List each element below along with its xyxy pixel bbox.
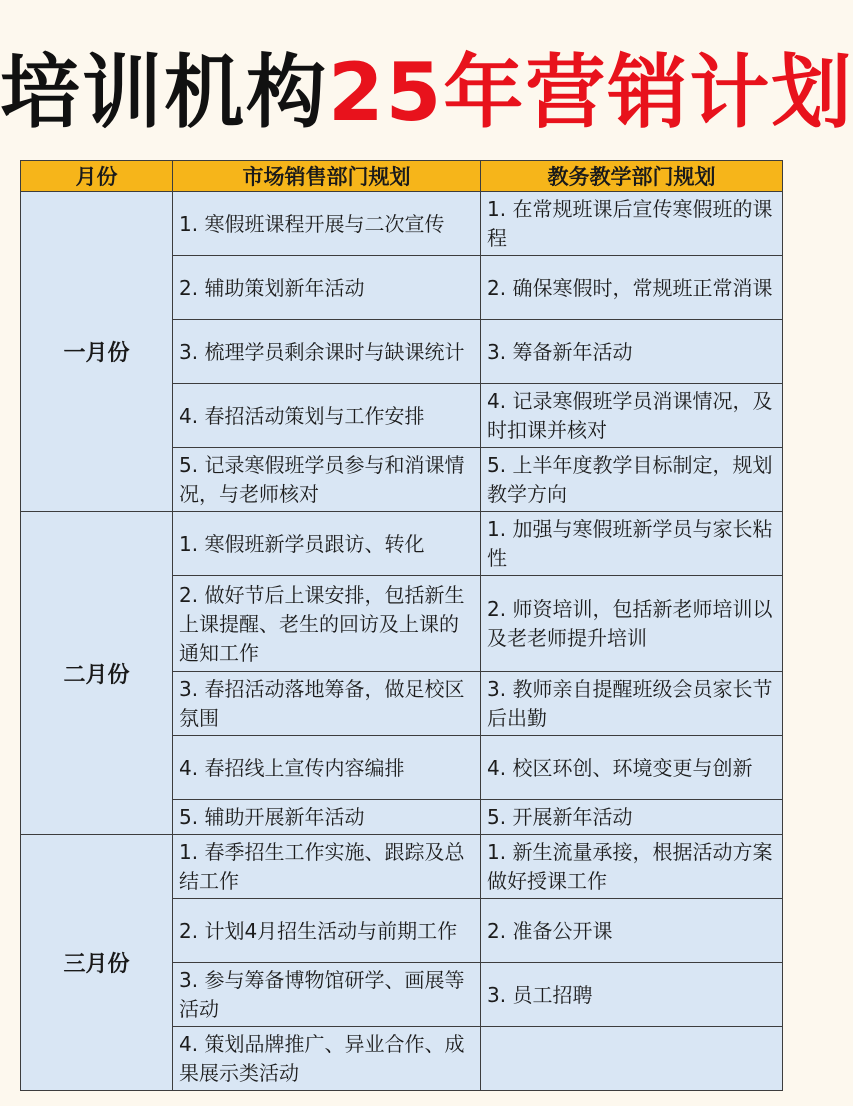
marketing-cell: 2. 计划4月招生活动与前期工作 — [173, 899, 481, 963]
header-marketing: 市场销售部门规划 — [173, 161, 481, 192]
academic-cell: 2. 师资培训，包括新老师培训以及老老师提升培训 — [481, 576, 783, 672]
academic-cell: 2. 确保寒假时，常规班正常消课 — [481, 256, 783, 320]
title-part-institution: 培训机构 — [0, 46, 328, 139]
marketing-cell: 3. 参与筹备博物馆研学、画展等活动 — [173, 963, 481, 1027]
academic-cell: 3. 筹备新年活动 — [481, 320, 783, 384]
academic-cell: 4. 校区环创、环境变更与创新 — [481, 736, 783, 800]
academic-cell: 1. 新生流量承接，根据活动方案做好授课工作 — [481, 835, 783, 899]
marketing-cell: 2. 辅助策划新年活动 — [173, 256, 481, 320]
marketing-cell: 4. 春招活动策划与工作安排 — [173, 384, 481, 448]
marketing-cell: 1. 春季招生工作实施、跟踪及总结工作 — [173, 835, 481, 899]
marketing-cell: 3. 梳理学员剩余课时与缺课统计 — [173, 320, 481, 384]
marketing-cell: 4. 春招线上宣传内容编排 — [173, 736, 481, 800]
table-row — [21, 192, 783, 256]
academic-cell: 2. 准备公开课 — [481, 899, 783, 963]
table-row — [21, 512, 783, 576]
month-february: 二月份 — [21, 512, 173, 835]
marketing-cell: 5. 辅助开展新年活动 — [173, 800, 481, 835]
marketing-cell: 1. 寒假班新学员跟访、转化 — [173, 512, 481, 576]
academic-cell: 5. 开展新年活动 — [481, 800, 783, 835]
header-academic: 教务教学部门规划 — [481, 161, 783, 192]
academic-cell: 1. 在常规班课后宣传寒假班的课程 — [481, 192, 783, 256]
academic-cell-empty — [481, 1027, 783, 1091]
academic-cell: 1. 加强与寒假班新学员与家长粘性 — [481, 512, 783, 576]
marketing-cell: 3. 春招活动落地筹备，做足校区氛围 — [173, 672, 481, 736]
header-row — [21, 161, 783, 192]
academic-cell: 4. 记录寒假班学员消课情况，及时扣课并核对 — [481, 384, 783, 448]
month-january: 一月份 — [21, 192, 173, 512]
marketing-cell: 2. 做好节后上课安排，包括新生上课提醒、老生的回访及上课的通知工作 — [173, 576, 481, 672]
month-march: 三月份 — [21, 835, 173, 1091]
plan-table — [20, 160, 783, 1091]
marketing-cell: 1. 寒假班课程开展与二次宣传 — [173, 192, 481, 256]
academic-cell: 3. 员工招聘 — [481, 963, 783, 1027]
header-month: 月份 — [21, 161, 173, 192]
marketing-cell: 5. 记录寒假班学员参与和消课情况，与老师核对 — [173, 448, 481, 512]
table-row — [21, 835, 783, 899]
marketing-cell: 4. 策划品牌推广、异业合作、成果展示类活动 — [173, 1027, 481, 1091]
page-title — [0, 28, 853, 158]
title-part-plan: 25年营销计划 — [328, 46, 853, 139]
academic-cell: 5. 上半年度教学目标制定，规划教学方向 — [481, 448, 783, 512]
academic-cell: 3. 教师亲自提醒班级会员家长节后出勤 — [481, 672, 783, 736]
